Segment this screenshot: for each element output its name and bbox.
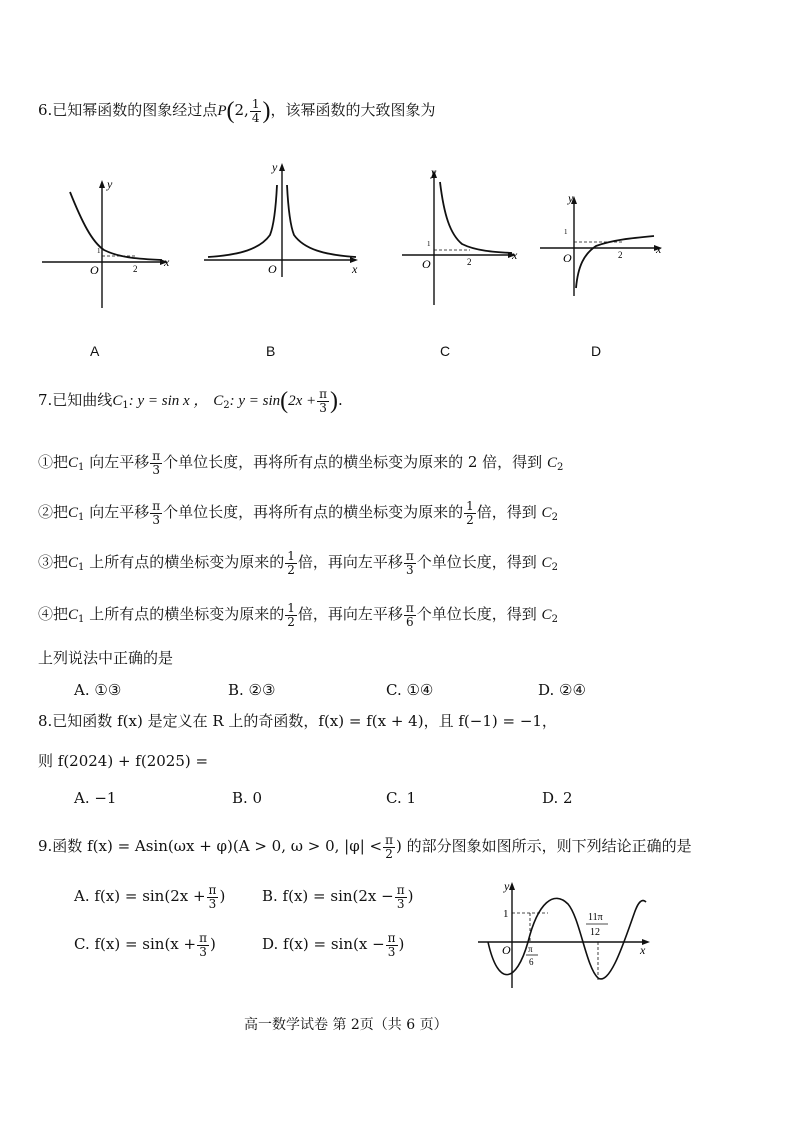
q8-line-1: 8.已知函数 f(x) 是定义在 R 上的奇函数，f(x) = f(x + 4)，且 f(−1) = −1， [38, 712, 557, 730]
q8-option-a: A. −1 [74, 789, 117, 807]
q9-graph-tick2-num: 11π [588, 912, 603, 923]
graph-b-y-label: y [272, 160, 278, 174]
graph-d-x-label: x [656, 242, 662, 256]
q7-option-d: D. ②④ [538, 681, 586, 699]
graph-d-origin: O [563, 251, 572, 265]
q9-graph-y-one: 1 [503, 908, 509, 920]
q9-option-a: A. f(x) = sin(2x + $\frac{\pi}{3}$ ) [74, 883, 226, 911]
q9-graph-tick1-den: 6 [529, 957, 534, 967]
graph-c-x-label: x [512, 248, 518, 262]
q9-graph-origin: O [502, 943, 511, 957]
graph-c-tick-y: 1 [427, 240, 431, 248]
graph-a-origin: O [90, 263, 99, 277]
graph-c-label: C [440, 343, 451, 359]
q6-stem: 6.已知幂函数的图象经过点P(2, $\frac{1}{4}$ )，该幂函数的大致图象为 [38, 97, 436, 125]
graph-c [398, 160, 528, 310]
q9-stem: 9.函数 f(x) = Asin(ωx + φ)(A > 0, ω > 0, |φ| < $\frac{\pi}{2}$ ) 的部分图象如图所示，则下列结论正确的是 [38, 833, 692, 861]
graph-b-origin: O [268, 262, 277, 276]
q8-option-b: B. 0 [232, 789, 263, 807]
graph-d-tick-x: 2 [618, 250, 623, 260]
q9-graph-x-label: x [640, 943, 646, 957]
graph-a [40, 170, 180, 310]
q7-option-b: B. ②③ [228, 681, 276, 699]
q8-option-d: D. 2 [542, 789, 573, 807]
q7-statement-4: ④把$C_1$ 上所有点的横坐标变为原来的 $\frac{1}{2}$ 倍，再向左平移 $\frac{\pi}{6}$ 个单位长度，得到 $C_2$ [38, 601, 558, 629]
graph-a-tick-x: 2 [133, 264, 138, 274]
graph-d-label: D [591, 343, 602, 359]
graph-b-x-label: x [352, 262, 358, 276]
q7-ask: 上列说法中正确的是 [38, 649, 174, 667]
graph-d-tick-y: 1 [564, 228, 568, 236]
q7-option-a: A. ①③ [74, 681, 122, 699]
graph-c-tick-x: 2 [467, 257, 472, 267]
q9-graph-tick2-den: 12 [590, 927, 600, 938]
q7-stem: 7.已知曲线$C_1$: y = sin x ， $C_2$: y = sin(2x + $\frac{\pi}{3}$ ). [38, 387, 343, 415]
graph-d-y-label: y [568, 191, 574, 205]
graph-b-label: B [266, 343, 276, 359]
graph-b [200, 155, 370, 280]
graph-a-tick-y: 1 [97, 247, 101, 255]
graph-c-origin: O [422, 257, 431, 271]
q9-option-c: C. f(x) = sin(x + $\frac{\pi}{3}$ ) [74, 931, 216, 959]
q7-option-c: C. ①④ [386, 681, 434, 699]
q9-option-b: B. f(x) = sin(2x − $\frac{\pi}{3}$ ) [262, 883, 414, 911]
q7-statement-2: ②把$C_1$ 向左平移 $\frac{\pi}{3}$ 个单位长度，再将所有点的横坐标变为原来的 $\frac{1}{2}$ 倍，得到 $C_2$ [38, 499, 558, 527]
graph-a-label: A [90, 343, 100, 359]
q8-option-c: C. 1 [386, 789, 417, 807]
graph-d [536, 186, 668, 298]
page-footer: 高一数学试卷 第 2页（共 6 页） [244, 1017, 448, 1033]
q8-line-2: 则 f(2024) + f(2025) = [38, 752, 209, 770]
q9-graph-y-label: y [504, 879, 510, 893]
q7-statement-3: ③把$C_1$ 上所有点的横坐标变为原来的 $\frac{1}{2}$ 倍，再向左平移 $\frac{\pi}{3}$ 个单位长度，得到 $C_2$ [38, 549, 558, 577]
q9-graph-tick1-num: π [528, 944, 533, 954]
graph-c-y-label: y [431, 165, 437, 179]
q7-statement-1: ①把$C_1$ 向左平移 $\frac{\pi}{3}$ 个单位长度，再将所有点的横坐标变为原来的 2 倍，得到 $C_2$ [38, 449, 564, 477]
graph-a-x-label: x [164, 255, 170, 269]
graph-a-y-label: y [107, 177, 113, 191]
q9-option-d: D. f(x) = sin(x − $\frac{\pi}{3}$ ) [262, 931, 405, 959]
q9-graph [476, 872, 656, 990]
